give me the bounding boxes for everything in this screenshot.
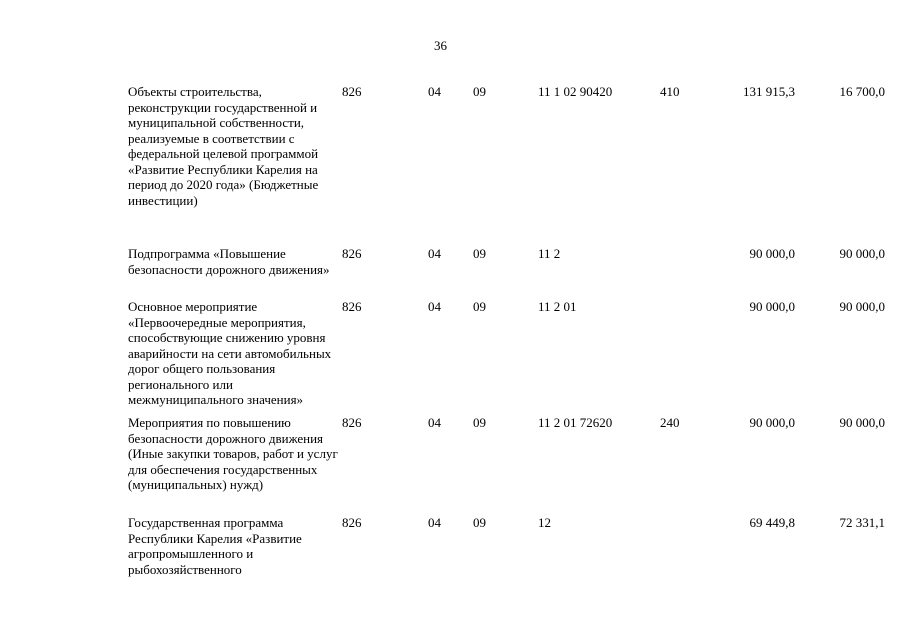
- row-admin-code: 826: [342, 246, 362, 261]
- row-admin-code: 826: [342, 415, 362, 430]
- row-admin-code: 826: [342, 515, 362, 530]
- row-section: 04: [428, 515, 441, 530]
- row-section: 04: [428, 84, 441, 99]
- row-subsection: 09: [473, 84, 486, 99]
- row-amount-1: 90 000,0: [749, 246, 795, 261]
- row-section: 04: [428, 415, 441, 430]
- row-section: 04: [428, 299, 441, 314]
- row-subsection: 09: [473, 415, 486, 430]
- row-amount-1: 69 449,8: [749, 515, 795, 530]
- row-expense-type: 410: [660, 84, 680, 99]
- row-amount-2: 72 331,1: [839, 515, 885, 530]
- row-admin-code: 826: [342, 84, 362, 99]
- row-admin-code: 826: [342, 299, 362, 314]
- row-amount-2: 16 700,0: [839, 84, 885, 99]
- row-name: Мероприятия по повышению безопасности дорожного движения (Иные закупки товаров, работ и услуг для обеспечения государственных (муниципальных) нужд): [128, 415, 338, 492]
- row-name: Объекты строительства, реконструкции государственной и муниципальной собственности, реализуемые в соответствии с федеральной целевой программой «Развитие Республики Карелия на период до 2020 года» (Бюджетные инвестиции): [128, 84, 319, 208]
- row-amount-2: 90 000,0: [839, 246, 885, 261]
- row-subsection: 09: [473, 515, 486, 530]
- row-subsection: 09: [473, 246, 486, 261]
- row-section: 04: [428, 246, 441, 261]
- row-target-code: 11 2 01: [538, 299, 577, 314]
- row-target-code: 11 2 01 72620: [538, 415, 613, 430]
- row-name: Подпрограмма «Повышение безопасности дорожного движения»: [128, 246, 330, 277]
- row-target-code: 11 1 02 90420: [538, 84, 613, 99]
- row-expense-type: 240: [660, 415, 680, 430]
- row-amount-1: 90 000,0: [749, 299, 795, 314]
- row-name: Государственная программа Республики Карелия «Развитие агропромышленного и рыбохозяйственного: [128, 515, 302, 577]
- page-number: 36: [434, 38, 447, 53]
- row-amount-2: 90 000,0: [839, 415, 885, 430]
- row-amount-1: 131 915,3: [743, 84, 795, 99]
- row-target-code: 12: [538, 515, 551, 530]
- row-amount-2: 90 000,0: [839, 299, 885, 314]
- row-amount-1: 90 000,0: [749, 415, 795, 430]
- row-target-code: 11 2: [538, 246, 561, 261]
- row-subsection: 09: [473, 299, 486, 314]
- row-name: Основное мероприятие «Первоочередные мероприятия, способствующие снижению уровня аварийности на сети автомобильных дорог общего пользования регионального или межмуниципального значения»: [128, 299, 332, 407]
